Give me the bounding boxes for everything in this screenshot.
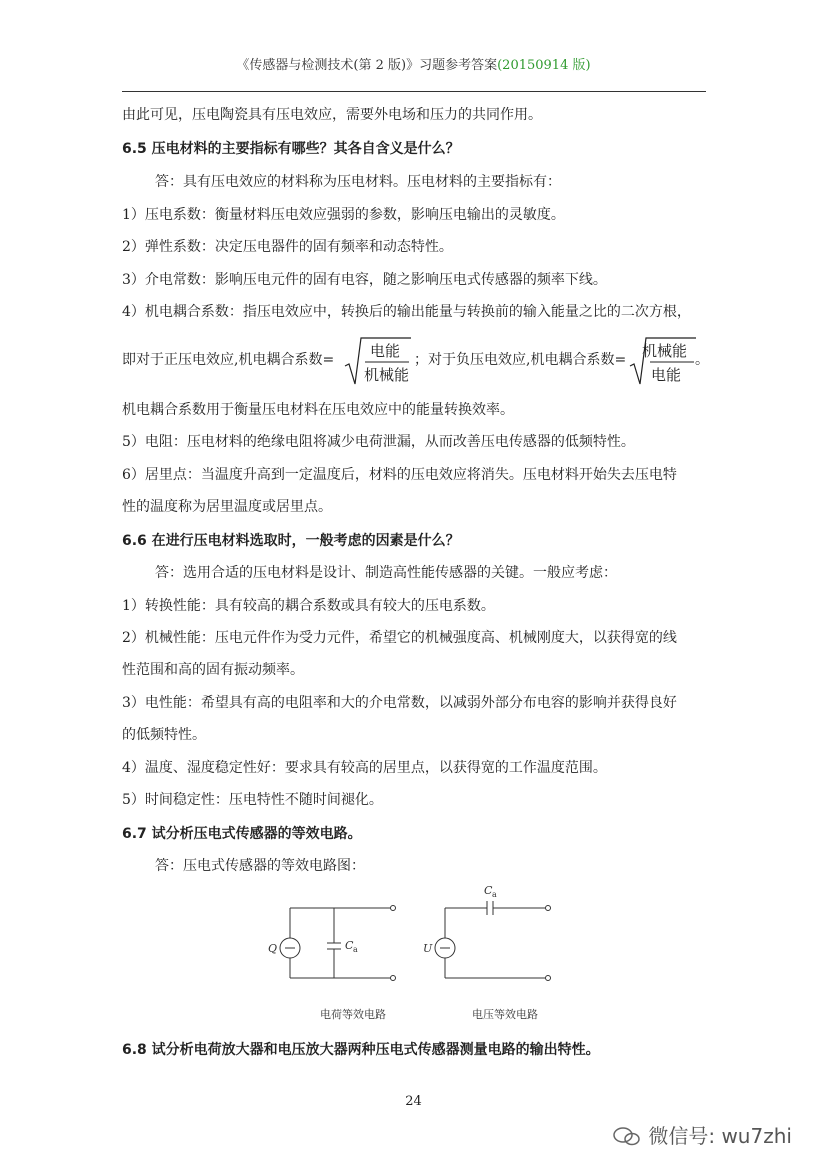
voltage-equivalent-circuit — [423, 884, 551, 1021]
answer-6-5: 答：具有压电效应的材料称为压电材料。压电材料的主要指标有： — [155, 174, 561, 190]
header-title: 《传感器与检测技术(第 2 版)》习题参考答案 — [236, 58, 498, 73]
page-number: 24 — [405, 1094, 422, 1109]
page-header — [0, 54, 827, 73]
list-item: 1）压电系数：衡量材料压电效应强弱的参数，影响压电输出的灵敏度。 — [122, 207, 565, 223]
charge-equivalent-circuit — [268, 906, 396, 1022]
equivalent-circuit-diagram — [260, 880, 560, 1025]
text-line: 性范围和高的固有振动频率。 — [122, 662, 304, 678]
list-item: 4）温度、湿度稳定性好：要求具有较高的居里点，以获得宽的工作温度范围。 — [122, 760, 607, 776]
list-item: 3）介电常数：影响压电元件的固有电容，随之影响压电式传感器的频率下线。 — [122, 272, 607, 288]
label-ca-series: C — [484, 884, 493, 897]
text-line: ；对于负压电效应,机电耦合系数= — [414, 352, 627, 368]
list-item: 6）居里点：当温度升高到一定温度后，材料的压电效应将消失。压电材料开始失去压电特 — [122, 467, 677, 483]
fraction-denominator: 电能 — [651, 366, 682, 384]
list-item: 5）电阻：压电材料的绝缘电阻将减少电荷泄漏，从而改善压电传感器的低频特性。 — [122, 434, 635, 450]
text-line: 即对于正压电效应,机电耦合系数= — [122, 352, 335, 368]
text-line: 由此可见，压电陶瓷具有压电效应，需要外电场和压力的共同作用。 — [122, 107, 542, 123]
caption-voltage-circuit: 电压等效电路 — [472, 1008, 538, 1021]
svg-text:a: a — [353, 945, 358, 954]
fraction-numerator: 电能 — [370, 342, 401, 360]
text-line: 性的温度称为居里温度或居里点。 — [122, 499, 332, 515]
list-item: 5）时间稳定性：压电特性不随时间褪化。 — [122, 792, 383, 808]
answer-6-7: 答：压电式传感器的等效电路图： — [155, 858, 365, 874]
fraction-numerator: 机械能 — [642, 342, 688, 360]
question-6-8: 6.8 试分析电荷放大器和电压放大器两种压电式传感器测量电路的输出特性。 — [122, 1042, 600, 1058]
text-line: 的低频特性。 — [122, 727, 206, 743]
question-6-5: 6.5 压电材料的主要指标有哪些？其各自含义是什么？ — [122, 141, 460, 157]
watermark: 微信号: wu7zhi — [612, 1120, 792, 1149]
list-item: 3）电性能：希望具有高的电阻率和大的介电常数，以减弱外部分布电容的影响并获得良好 — [122, 695, 677, 711]
list-item: 2）机械性能：压电元件作为受力元件，希望它的机械强度高、机械刚度大，以获得宽的线 — [122, 630, 677, 646]
question-6-6: 6.6 在进行压电材料选取时，一般考虑的因素是什么？ — [122, 533, 460, 549]
wechat-icon — [612, 1125, 642, 1147]
svg-text:a: a — [492, 890, 497, 899]
list-item: 2）弹性系数：决定压电器件的固有频率和动态特性。 — [122, 239, 453, 255]
question-6-7: 6.7 试分析压电式传感器的等效电路。 — [122, 826, 362, 842]
header-version: (20150914 版) — [497, 58, 591, 73]
list-item: 1）转换性能：具有较高的耦合系数或具有较大的压电系数。 — [122, 598, 495, 614]
label-ca: C — [345, 939, 354, 952]
fraction-denominator: 机械能 — [364, 366, 410, 384]
header-rule — [122, 91, 706, 92]
text-line: 机电耦合系数用于衡量压电材料在压电效应中的能量转换效率。 — [122, 402, 514, 418]
label-u: U — [423, 942, 433, 955]
answer-6-6: 答：选用合适的压电材料是设计、制造高性能传感器的关键。一般应考虑： — [155, 565, 617, 581]
list-item: 4）机电耦合系数：指压电效应中，转换后的输出能量与转换前的输入能量之比的二次方根， — [122, 304, 691, 320]
label-q: Q — [268, 942, 278, 955]
caption-charge-circuit: 电荷等效电路 — [320, 1008, 386, 1021]
text-line: 。 — [695, 352, 709, 368]
